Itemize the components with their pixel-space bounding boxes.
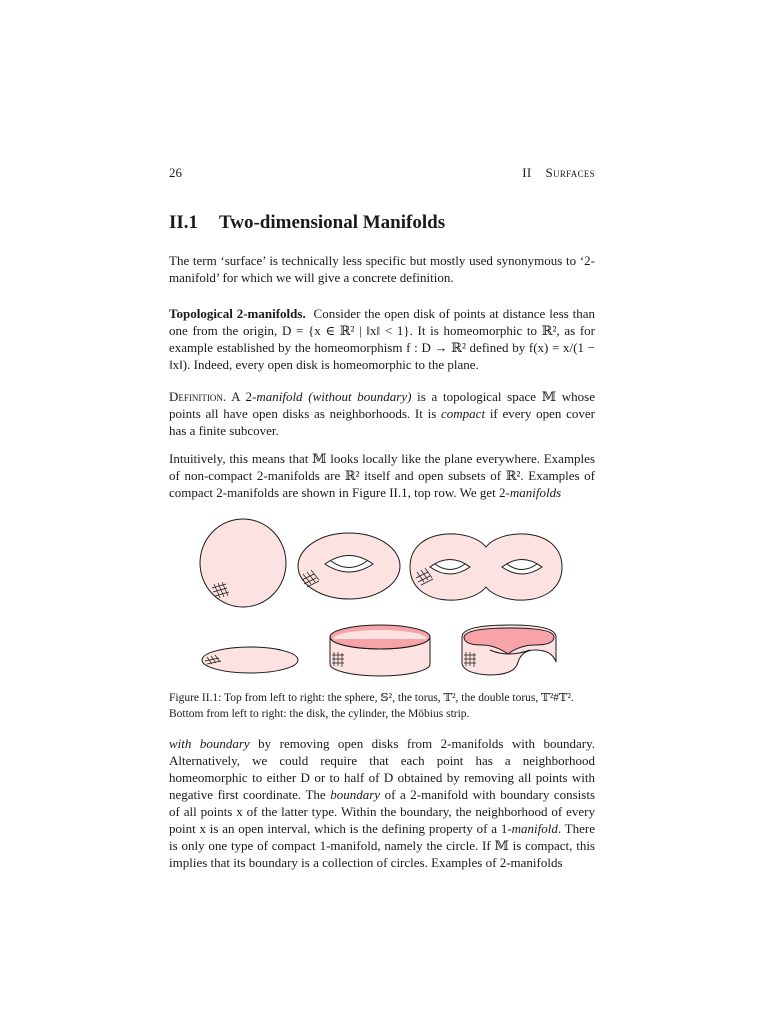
- chapter-roman: II: [522, 165, 532, 180]
- paragraph-with-boundary: [169, 735, 595, 871]
- definition-text-1: A 2-: [231, 389, 257, 404]
- topological-body: Consider the open disk of points at distance less than one from the origin, D = {x ∈ ℝ² | ‖x‖ < 1}. It is homeomorphic to ℝ², as for example established by the homeomorphism f : D → ℝ² defined by f(x) = x/(1 − ‖x‖). Indeed, every open disk is homeomorphic to the plane.: [169, 306, 596, 372]
- paragraph-intro: The term ‘surface’ is technically less specific but mostly used synonymous to ‘2-manifold’ for which we will give a concrete definition.: [169, 253, 595, 285]
- paragraph-intuitively: [169, 450, 595, 501]
- running-head: [522, 165, 595, 181]
- mobius-shape: [462, 625, 556, 675]
- cylinder-grid: [332, 652, 344, 667]
- definition-text-3: if every open cover has a finite subcover.: [169, 406, 596, 438]
- definition-paragraph: [169, 388, 595, 439]
- definition-label: Definition.: [169, 389, 227, 404]
- cylinder-shape: [330, 625, 430, 676]
- section-title: [169, 212, 445, 234]
- section-number: II.1: [169, 212, 199, 233]
- runin-heading: Topological 2-manifolds.: [169, 306, 306, 321]
- figure-manifolds: [190, 512, 570, 682]
- paragraph-topological: [169, 305, 595, 373]
- after-term-2: boundary: [330, 787, 381, 802]
- figure-caption: Figure II.1: Top from left to right: the sphere, 𝕊², the torus, 𝕋², the double torus, 𝕋²#𝕋². Bottom from left to right: the disk, the cylinder, the Möbius strip.: [169, 692, 574, 720]
- section-title-text: Two-dimensional Manifolds: [219, 212, 446, 233]
- page-number: 26: [169, 165, 182, 180]
- intuit-term: manifolds: [509, 485, 562, 500]
- after-text-1: by removing open disks from 2-manifolds with boundary. Alternatively, we could require that each point has a neighborhood homeomorphic to either D or to half of D obtained by removing all points with negative first coordinate. The: [169, 736, 595, 802]
- chapter-title: Surfaces: [545, 165, 595, 180]
- intuit-text: Intuitively, this means that 𝕄 looks locally like the plane everywhere. Examples of non-compact 2-manifolds are ℝ² itself and open subsets of ℝ². Examples of compact 2-manifolds are shown in Figure II.1, top row. We get 2-: [169, 451, 595, 500]
- definition-text-2: is a topological space 𝕄 whose points all have open disks as neighborhoods. It is: [169, 389, 596, 421]
- mobius-grid: [464, 652, 476, 667]
- disk-shape: [202, 647, 298, 673]
- sphere-shape: [200, 519, 286, 607]
- after-text-2: of a 2-manifold with boundary consists of all points x of the latter type. Within the boundary, the neighborhood of every point x is an open interval, which is the defining property of a 1-: [169, 787, 596, 836]
- after-term-1: with boundary: [169, 736, 250, 751]
- after-term-3: manifold: [511, 821, 558, 836]
- definition-compact: compact: [441, 406, 486, 421]
- after-text-3: . There is only one type of compact 1-manifold, namely the circle. If 𝕄 is compact, this implies that its boundary is a collection of circles. Examples of 2-manifolds: [169, 821, 595, 870]
- definition-term: manifold (without boundary): [256, 389, 412, 404]
